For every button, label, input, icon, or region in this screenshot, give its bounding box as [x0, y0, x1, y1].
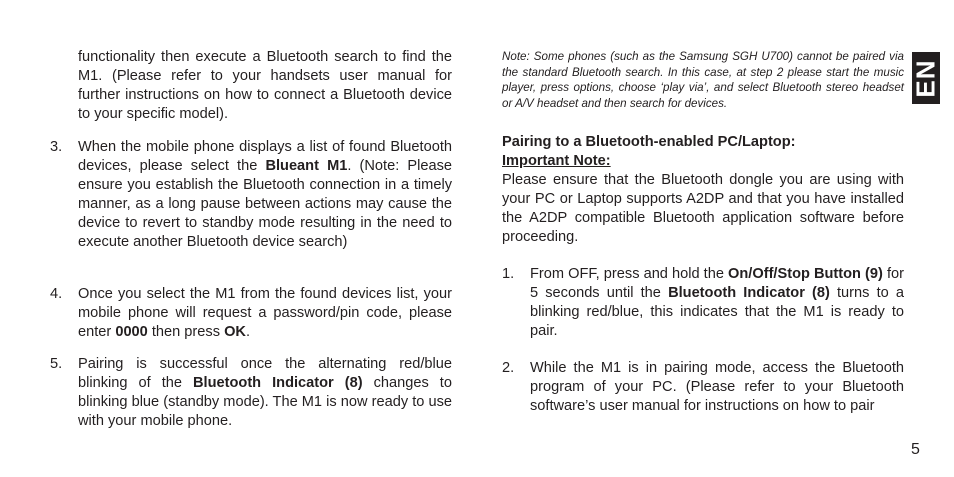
- list-number: 4.: [50, 286, 63, 302]
- bold-text: OK: [224, 324, 246, 340]
- continuation-paragraph: functionality then execute a Bluetooth search to find the M1. (Please refer to your handsets user manual for further instructions on how to connect a Bluetooth device to your specific model).: [78, 49, 452, 122]
- list-text: When the mobile phone displays a list of found Bluetooth devices, please select the Blueant M1. (Note: Please ensure you establish the Bluetooth connection in a timely manner, as a long pause between actions may cause the device to revert to standby mode resulting in the need to execute another Bluetooth device search): [78, 139, 453, 250]
- list-number: 1.: [502, 266, 515, 282]
- list-number: 3.: [50, 139, 63, 155]
- list-text: Pairing is successful once the alternating red/blue blinking of the Bluetooth Indicator (8) changes to blinking blue (standby mode). The M1 is now ready to use with your mobile phone.: [78, 356, 452, 429]
- list-item-1: [502, 265, 904, 341]
- language-tab: [912, 52, 940, 104]
- list-number: 2.: [502, 360, 515, 376]
- important-note-paragraph: Please ensure that the Bluetooth dongle you are using with your PC or Laptop supports A2DP and that you have installed the A2DP compatible Bluetooth application software before proceeding.: [502, 172, 904, 245]
- list-text: Once you select the M1 from the found devices list, your mobile phone will request a password/pin code, please enter 0000 then press OK.: [78, 286, 452, 340]
- bold-text: Bluetooth Indicator (8): [193, 375, 363, 391]
- section-heading: Pairing to a Bluetooth-enabled PC/Laptop:: [502, 134, 796, 150]
- list-item-5: [50, 355, 452, 431]
- list-text: From OFF, press and hold the On/Off/Stop Button (9) for 5 seconds until the Bluetooth Indicator (8) turns to a blinking red/blue, this indicates that the M1 is ready to pair.: [530, 266, 904, 339]
- list-item-4: [50, 285, 452, 342]
- page-number: 5: [911, 441, 920, 458]
- note-paragraph: Note: Some phones (such as the Samsung SGH U700) cannot be paired via the standard Bluetooth search. In this case, at step 2 please start the music player, press options, choose ‘play via’, and select Bluetooth stereo headset or A/V headset and then search for devices.: [502, 50, 904, 110]
- bold-text: Bluetooth Indicator (8): [668, 285, 830, 301]
- list-text: While the M1 is in pairing mode, access the Bluetooth program of your PC. (Please refer to your Bluetooth software’s user manual for instructions on how to pair: [530, 360, 904, 414]
- bold-text: 0000: [115, 324, 148, 340]
- list-item-2: [502, 359, 904, 416]
- language-tab-label: EN: [910, 58, 941, 98]
- list-item-3: [50, 138, 452, 252]
- bold-text: On/Off/Stop Button (9): [728, 266, 883, 282]
- section-subheading: Important Note:: [502, 153, 611, 169]
- list-number: 5.: [50, 356, 63, 372]
- bold-text: Blueant M1: [265, 158, 348, 174]
